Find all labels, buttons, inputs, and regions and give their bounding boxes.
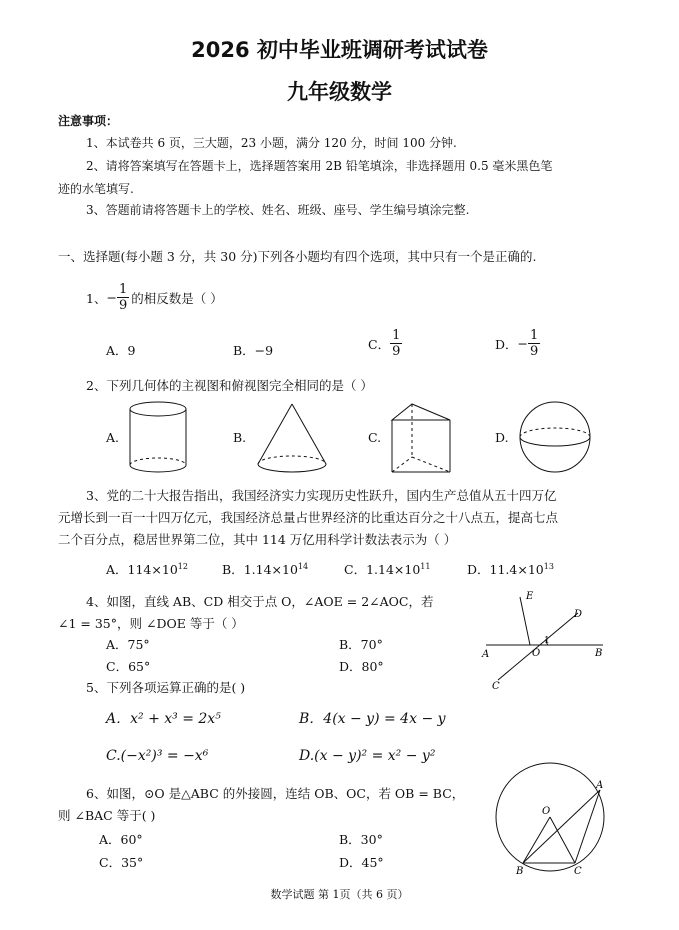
cone-figure	[255, 402, 330, 477]
q6-option-d: D．45°	[339, 855, 384, 870]
q4-fig-label-c: C	[492, 681, 500, 692]
q4-fig-label-a: A	[482, 649, 490, 660]
q1-c-label: C．	[368, 336, 391, 352]
q1-option-a: A．9	[106, 343, 136, 358]
question-3-line-2: 元增长到一百一十四万亿元，我国经济总量占世界经济的比重达百分之十八点五，提高七点	[58, 510, 559, 525]
sphere-figure	[518, 400, 593, 475]
question-1-stem	[86, 283, 223, 312]
question-5-stem: 5、下列各项运算正确的是( )	[86, 680, 246, 695]
q1-option-c	[368, 329, 402, 358]
q1-option-b: B．−9	[233, 343, 274, 358]
question-6-line-2: 则 ∠BAC 等于( )	[58, 808, 156, 823]
q4-fig-label-d: D	[574, 609, 583, 620]
q1-d-den: 9	[530, 344, 539, 359]
q1-minus: −	[106, 290, 117, 305]
q3-option-b	[222, 560, 308, 578]
q6-fig-label-c: C	[574, 866, 582, 877]
q3-c-base: 1.14×10	[366, 562, 421, 577]
q5-option-c: C.(−x²)³ = −x⁶	[106, 748, 209, 764]
notes-item-2-cont: 迹的水笔填写.	[58, 182, 134, 196]
q6-option-b: B．30°	[339, 832, 383, 847]
question-6-line-1: 6、如图，⊙O 是△ABC 的外接圆，连结 OB、OC，若 OB = BC，	[86, 786, 465, 801]
q3-a-exp: 12	[177, 561, 188, 571]
q3-d-base: 11.4×10	[489, 562, 544, 577]
q4-option-c: C．65°	[106, 659, 151, 674]
q1-number: 1、	[86, 290, 107, 306]
q3-b-label: B．	[222, 562, 244, 577]
q4-fig-label-b: B	[595, 648, 603, 659]
section-1-heading: 一、选择题(每小题 3 分，共 30 分)下列各小题均有四个选项，其中只有一个是正确的.	[58, 249, 537, 264]
q1-frac-num: 1	[118, 282, 128, 297]
q1-option-d	[495, 329, 540, 358]
q6-option-a: A．60°	[99, 832, 143, 847]
question-3-line-3: 二个百分点，稳居世界第二位，其中 114 万亿用科学计数法表示为（ ）	[58, 532, 457, 547]
q5-option-d: D.(x − y)² = x² − y²	[299, 748, 436, 764]
q6-option-c: C．35°	[99, 855, 144, 870]
q3-a-base: 114×10	[127, 562, 178, 577]
q4-option-d: D．80°	[339, 659, 384, 674]
question-3-line-1: 3、党的二十大报告指出，我国经济实力实现历史性跃升，国内生产总值从五十四万亿	[86, 488, 557, 503]
q1-d-fraction	[528, 329, 540, 358]
q4-fig-label-o: O	[532, 648, 541, 659]
q2-option-d: D.	[495, 430, 509, 445]
notes-item-3: 3、答题前请将答题卡上的学校、姓名、班级、座号、学生编号填涂完整.	[86, 203, 470, 217]
q3-option-d	[467, 560, 554, 578]
q1-c-num: 1	[392, 328, 401, 343]
q4-option-a: A．75°	[106, 637, 150, 652]
q1-c-fraction	[390, 329, 402, 358]
notes-item-1: 1、本试卷共 6 页，三大题，23 小题，满分 120 分，时间 100 分钟.	[86, 136, 457, 150]
q6-fig-label-b: B	[516, 866, 524, 877]
q5-option-a: A．x² + x³ = 2x⁵	[106, 711, 221, 727]
question-4-line-1: 4、如图，直线 AB、CD 相交于点 O，∠AOE = 2∠AOC，若	[86, 594, 434, 609]
q1-c-den: 9	[392, 344, 401, 359]
page-subtitle: 九年级数学	[287, 80, 392, 104]
q3-c-label: C．	[344, 562, 367, 577]
question-4-line-2: ∠1 = 35°，则 ∠DOE 等于（ ）	[58, 616, 244, 631]
page-title: 2026 初中毕业班调研考试试卷	[191, 38, 488, 62]
q4-fig-label-e: E	[526, 591, 534, 602]
q3-option-a	[106, 560, 188, 578]
q3-b-exp: 14	[297, 561, 309, 571]
q3-b-base: 1.14×10	[243, 562, 298, 577]
notes-item-2: 2、请将答案填写在答题卡上，选择题答案用 2B 铅笔填涂，非选择题用 0.5 毫米黑色笔	[86, 159, 553, 173]
notes-heading: 注意事项：	[58, 114, 119, 128]
q3-a-label: A．	[106, 562, 128, 577]
triangular-prism-figure	[390, 402, 455, 477]
question-2-stem: 2、下列几何体的主视图和俯视图完全相同的是（ ）	[86, 378, 373, 393]
q2-option-c: C.	[368, 430, 382, 445]
q6-fig-label-a: A	[596, 780, 604, 791]
q5-option-b: B．4(x − y) = 4x − y	[299, 711, 446, 727]
page-footer: 数学试题 第 1页（共 6 页）	[270, 888, 409, 901]
q1-fraction	[117, 283, 129, 312]
q1-d-num: 1	[530, 328, 539, 343]
cylinder-figure	[128, 400, 188, 475]
q2-option-b: B.	[233, 430, 247, 445]
q3-d-exp: 13	[543, 561, 554, 571]
q4-option-b: B．70°	[339, 637, 383, 652]
q3-option-c	[344, 560, 430, 578]
q3-c-exp: 11	[420, 561, 431, 571]
q6-circle-figure	[490, 762, 615, 877]
q1-frac-den: 9	[118, 298, 128, 313]
q3-d-label: D．	[467, 562, 490, 577]
q6-fig-label-o: O	[542, 806, 551, 817]
q4-fig-label-1: 1	[544, 636, 550, 646]
q4-lines-figure	[478, 585, 613, 695]
q1-tail: 的相反数是（ ）	[131, 290, 223, 306]
q2-option-a: A.	[106, 430, 120, 445]
q1-d-label: D．	[495, 336, 518, 352]
q1-d-minus: −	[517, 336, 529, 351]
